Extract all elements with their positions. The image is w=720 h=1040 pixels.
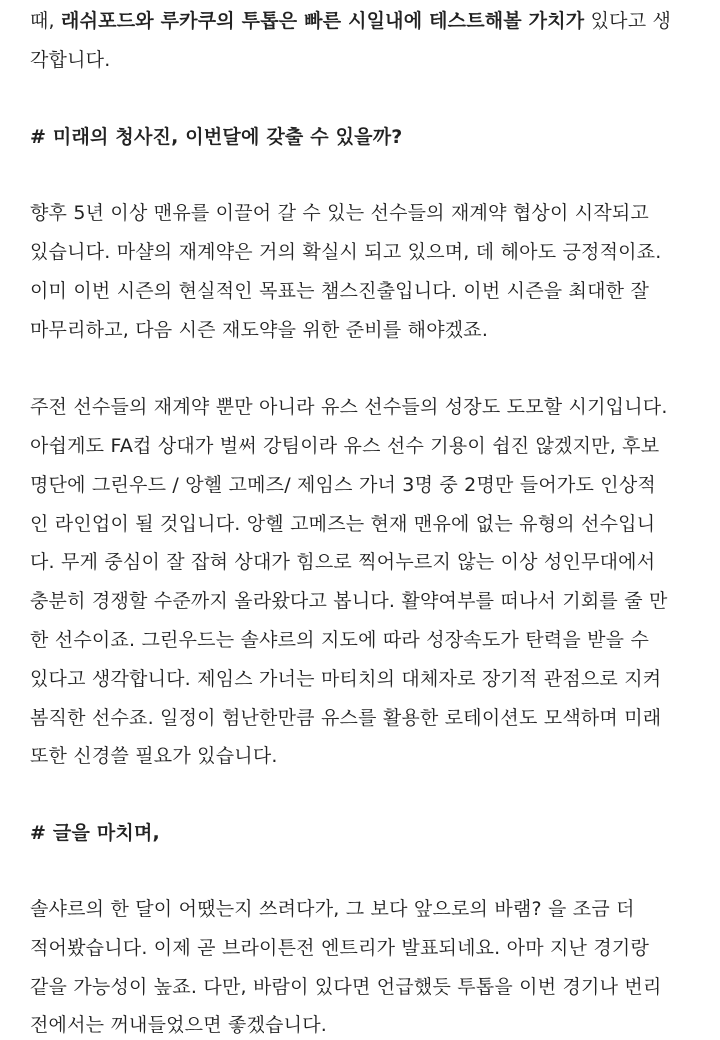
paragraph-line: 적어봤습니다. 이제 곧 브라이튼전 엔트리가 발표되네요. 아마 지난 경기랑 bbox=[30, 937, 650, 959]
paragraph-line: 이미 이번 시즌의 현실적인 목표는 챔스진출입니다. 이번 시즌을 최대한 잘 bbox=[30, 280, 650, 302]
intro-prefix: 때, bbox=[30, 10, 62, 32]
paragraph-line: 향후 5년 이상 맨유를 이끌어 갈 수 있는 선수들의 재계약 협상이 시작되고 bbox=[30, 202, 649, 224]
paragraph-line: 같을 가능성이 높죠. 다만, 바람이 있다면 언급했듯 투톱을 이번 경기나 번리 bbox=[30, 976, 662, 998]
paragraph-line: 있습니다. 마샬의 재계약은 거의 확실시 되고 있으며, 데 헤아도 긍정적이죠. bbox=[30, 241, 662, 263]
paragraph-line: 아쉽게도 FA컵 상대가 벌써 강팀이라 유스 선수 기용이 쉽진 않겠지만, 후보 bbox=[30, 435, 660, 457]
intro-bold-text: 래쉬포드와 루카쿠의 투톱은 빠른 시일내에 테스트해볼 가치가 bbox=[61, 10, 585, 32]
paragraph-line: 마무리하고, 다음 시즌 재도약을 위한 준비를 해야겠죠. bbox=[30, 319, 489, 341]
paragraph-line: 명단에 그린우드 / 앙헬 고메즈/ 제임스 가너 3명 중 2명만 들어가도 인상적 bbox=[30, 474, 656, 496]
intro-line-2: 각합니다. bbox=[30, 49, 111, 71]
paragraph-line: 또한 신경쓸 필요가 있습니다. bbox=[30, 745, 278, 767]
paragraph-line: 충분히 경쟁할 수준까지 올라왔다고 봅니다. 활약여부를 떠나서 기회를 줄 만 bbox=[30, 590, 668, 612]
paragraph-line: 있다고 생각합니다. 제임스 가너는 마티치의 대체자로 장기적 관점으로 지켜 bbox=[30, 668, 662, 690]
paragraph-line: 주전 선수들의 재계약 뿐만 아니라 유스 선수들의 성장도 도모할 시기입니다. bbox=[30, 396, 668, 418]
paragraph-line: 한 선수이죠. 그린우드는 솔샤르의 지도에 따라 성장속도가 탄력을 받을 수 bbox=[30, 629, 650, 651]
intro-line-1 bbox=[30, 8, 671, 34]
section-heading-future: # 미래의 청사진, 이번달에 갖출 수 있을까? bbox=[30, 126, 403, 148]
paragraph-line: 다. 무게 중심이 잘 잡혀 상대가 힘으로 찍어누르지 않는 이상 성인무대에서 bbox=[30, 551, 656, 573]
paragraph-line: 솔샤르의 한 달이 어땠는지 쓰려다가, 그 보다 앞으로의 바램? 을 조금 더 bbox=[30, 898, 635, 920]
section-heading-closing: # 글을 마치며, bbox=[30, 822, 160, 844]
paragraph-line: 봄직한 선수죠. 일정이 험난한만큼 유스를 활용한 로테이션도 모색하며 미래 bbox=[30, 707, 662, 729]
intro-suffix: 있다고 생 bbox=[584, 10, 672, 32]
paragraph-line: 인 라인업이 될 것입니다. 앙헬 고메즈는 현재 맨유에 없는 유형의 선수입니 bbox=[30, 513, 656, 535]
paragraph-line: 전에서는 꺼내들었으면 좋겠습니다. bbox=[30, 1014, 328, 1036]
